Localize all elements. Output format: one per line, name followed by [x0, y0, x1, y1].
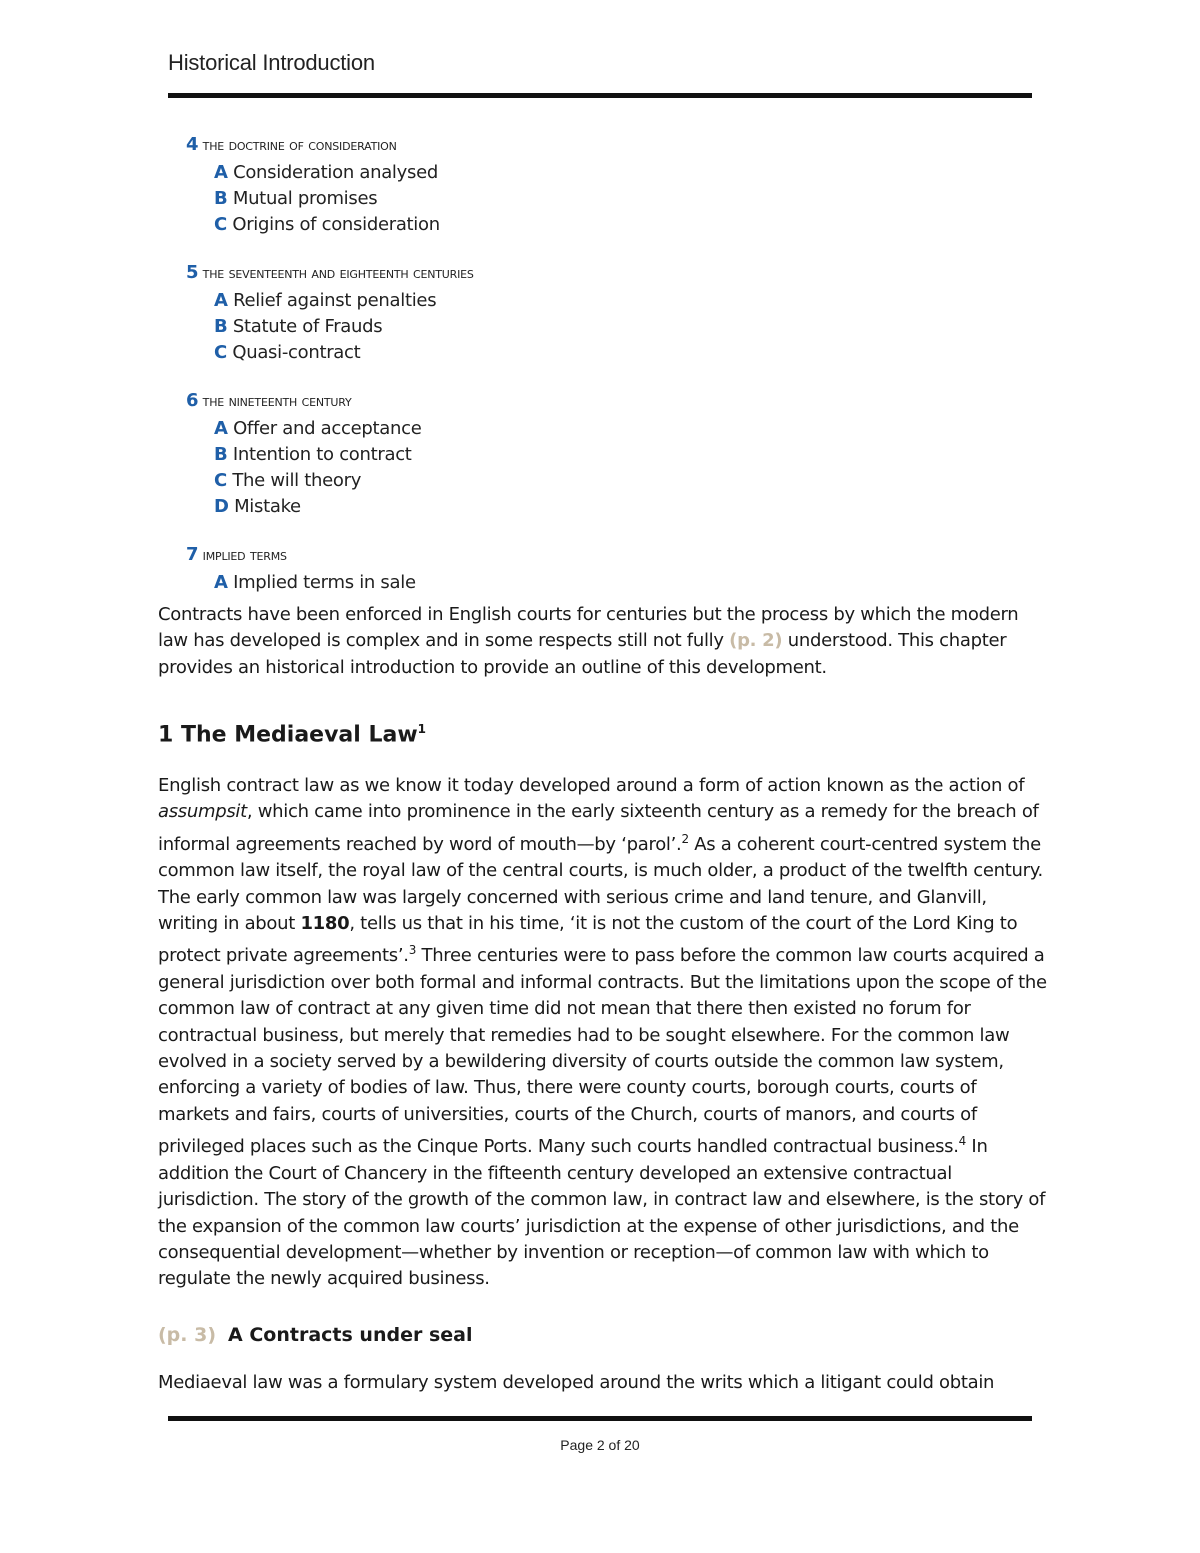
toc-item-label: The will theory [232, 470, 362, 491]
toc-group [186, 258, 1006, 366]
toc-item-label: Mutual promises [232, 188, 378, 209]
toc-item [214, 416, 1006, 442]
toc-item-label: Intention to contract [232, 444, 412, 465]
footnote-ref[interactable]: 1 [417, 722, 427, 736]
toc-chapter-heading [186, 130, 1006, 160]
toc-chapter-title: the seventeenth and eighteenth centuries [202, 264, 474, 282]
toc-item-label: Offer and acceptance [233, 418, 422, 439]
toc-item-letter: A [214, 162, 228, 183]
toc-chapter-title: the doctrine of consideration [202, 136, 397, 154]
toc-chapter-number: 4 [186, 134, 199, 155]
paragraph-text: In addition the Court of Chancery in the fifteenth century developed an extensive contractual jurisdiction. The story of the growth of the common law, in contract law and elsewhere, is the story of the expansion of the common law courts’ jurisdiction at the expense of other jurisdictions, and the consequential development—whether by invention or reception—of common law with which to regulate the newly acquired business. [158, 1136, 1046, 1290]
toc-item [214, 468, 1006, 494]
toc-item [214, 570, 1006, 596]
paragraph-text: , tells us that in his time, ‘it is not the custom of the court of the Lord King to protect private agreements’. [158, 913, 1018, 967]
section-heading-text: 1 The Mediaeval Law [158, 722, 418, 748]
footnote-ref[interactable]: 2 [681, 831, 689, 846]
toc-item-letter: A [214, 418, 228, 439]
toc-chapter-number: 5 [186, 262, 199, 283]
toc-item [214, 314, 1006, 340]
toc-item-label: Statute of Frauds [232, 316, 383, 337]
paragraph-text: As a coherent court-centred system the common law itself, the royal law of the central courts, is much older, a product of the twelfth century. The early common law was largely concerned with serious crime and land tenure, and Glanvill, writing in about [158, 833, 1043, 935]
italic-term: assumpsit [158, 801, 247, 823]
toc-item-label: Implied terms in sale [233, 572, 416, 593]
paragraph-text: English contract law as we know it today developed around a form of action known as the action of [158, 775, 1025, 796]
toc-item-letter: A [214, 290, 228, 311]
toc-group [186, 130, 1006, 238]
toc-item-letter: B [214, 316, 228, 337]
toc-chapter-title: implied terms [202, 546, 287, 564]
body-paragraph: Mediaeval law was a formulary system developed around the writs which a litigant could obtain [158, 1372, 995, 1393]
toc-chapter-heading [186, 258, 1006, 288]
toc-chapter-heading [186, 540, 1006, 570]
toc-item [214, 340, 1006, 366]
toc-item-label: Consideration analysed [233, 162, 438, 183]
running-header-title: Historical Introduction [168, 50, 375, 75]
toc-item-letter: C [214, 214, 227, 235]
toc-chapter-number: 6 [186, 390, 199, 411]
toc-item-label: Relief against penalties [233, 290, 437, 311]
year-text: 1180 [300, 913, 350, 935]
footnote-ref[interactable]: 4 [958, 1134, 967, 1149]
toc-item [214, 288, 1006, 314]
toc-item-letter: C [214, 470, 227, 491]
toc-item [214, 442, 1006, 468]
chapter-outline [186, 130, 1006, 616]
toc-item [214, 186, 1006, 212]
toc-item-label: Quasi-contract [232, 342, 361, 363]
intro-text: understood. This chapter provides an historical introduction to provide an outline of this development. [158, 630, 1007, 678]
footer-rule [168, 1416, 1032, 1421]
subsection-heading-text: A Contracts under seal [228, 1324, 473, 1346]
toc-item-label: Mistake [234, 496, 301, 517]
paragraph-text: , which came into prominence in the early sixteenth century as a remedy for the breach of informal agreements reached by word of mouth—by ‘parol’. [158, 801, 1039, 855]
page-marker: (p. 3) [158, 1324, 217, 1346]
header-rule [168, 93, 1032, 98]
toc-item-label: Origins of consideration [232, 214, 440, 235]
page-marker: (p. 2) [729, 630, 783, 652]
toc-chapter-title: the nineteenth century [202, 392, 352, 410]
toc-item-letter: D [214, 496, 229, 517]
toc-item-letter: C [214, 342, 227, 363]
toc-chapter-heading [186, 386, 1006, 416]
toc-item [214, 212, 1006, 238]
subsection-heading [158, 1324, 472, 1346]
toc-item [214, 160, 1006, 186]
footnote-ref[interactable]: 3 [408, 943, 417, 958]
paragraph-text: Three centuries were to pass before the common law courts acquired a general jurisdiction over both formal and informal contracts. But the limitations upon the scope of the common law of contract at any given time did not mean that there then existed no forum for contractual business, but merely that remedies had to be sought elsewhere. For the common law evolved in a society served by a bewildering diversity of courts outside the common law system, enforcing a variety of bodies of law. Thus, there were county courts, borough courts, courts of markets and fairs, courts of universities, courts of the Church, courts of manors, and courts of privileged places such as the Cinque Ports. Many such courts handled contractual business. [158, 945, 1047, 1158]
toc-item [214, 494, 1006, 520]
intro-text: Contracts have been enforced in English courts for centuries but the process by which the modern law has developed is complex and in some respects still not fully [158, 604, 1019, 652]
toc-chapter-number: 7 [186, 544, 199, 565]
toc-item-letter: B [214, 188, 228, 209]
toc-item-letter: B [214, 444, 228, 465]
intro-paragraph [158, 602, 1048, 681]
section-heading [158, 722, 426, 747]
toc-group [186, 540, 1006, 596]
body-paragraph [158, 773, 1048, 1293]
page-number: Page 2 of 20 [560, 1437, 640, 1453]
toc-group [186, 386, 1006, 520]
toc-item-letter: A [214, 572, 228, 593]
